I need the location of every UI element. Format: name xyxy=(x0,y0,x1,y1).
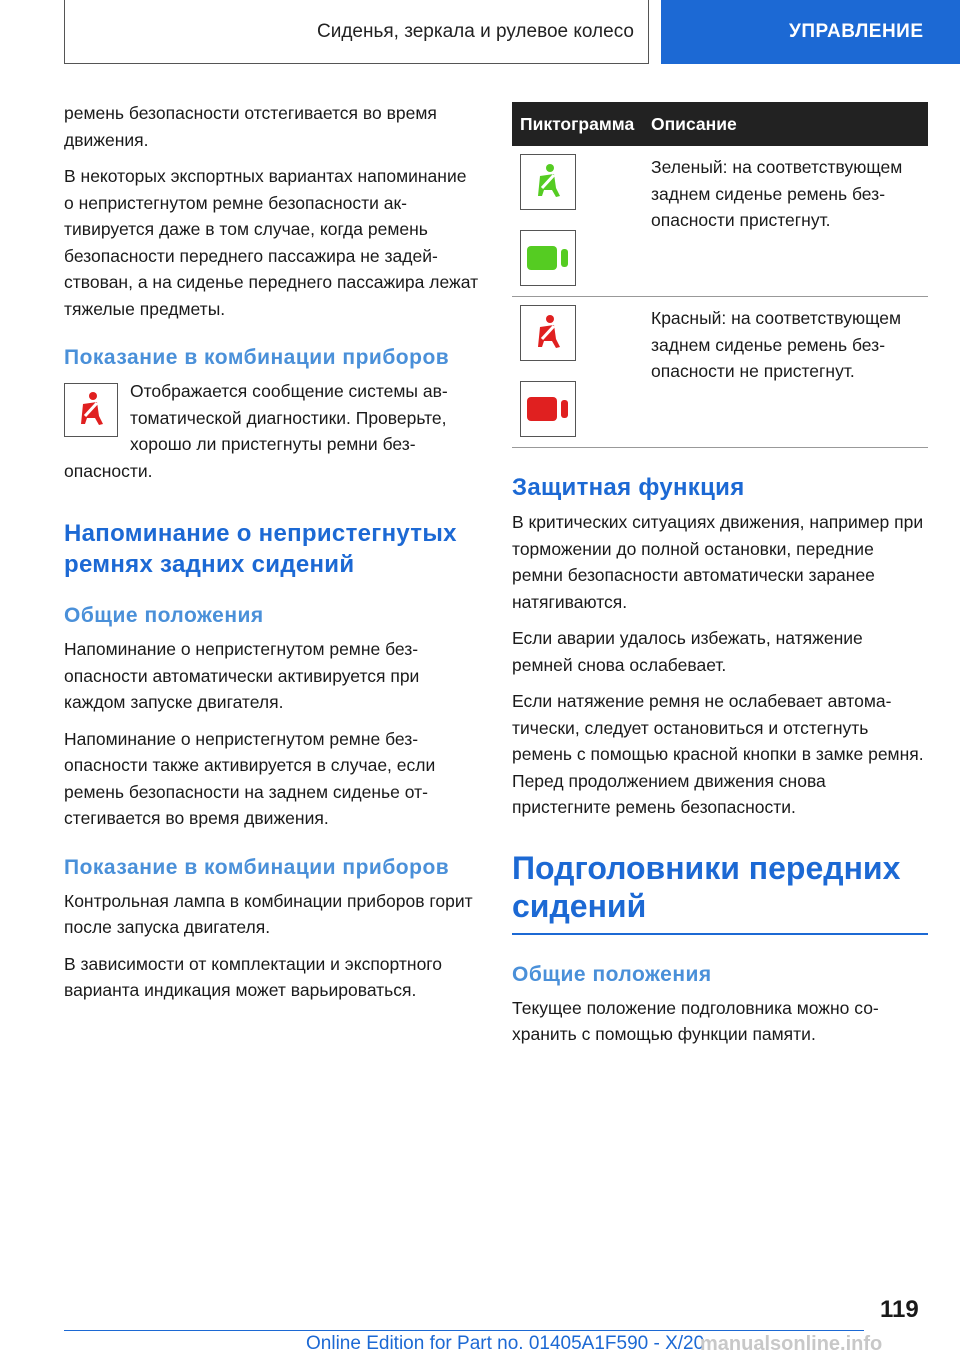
subheading: Общие положения xyxy=(512,962,712,986)
section-title: Сиденья, зеркала и рулевое колесо xyxy=(317,20,634,42)
seatbelt-green-icon xyxy=(520,154,576,210)
watermark: manualsonline.info xyxy=(700,1333,883,1355)
footer-rule xyxy=(64,1330,864,1331)
section-heading: Защитная функция xyxy=(512,474,745,501)
paragraph: Если натяжение ремня не ослабевает автоматически, следует остановиться и отстегнуть ремень с помощью красной кнопки в замке ремня. Перед продолжением движения снова пристегните ремень безопасности. xyxy=(512,691,924,817)
chapter-heading: Подголовники передних сидений xyxy=(512,849,928,935)
subheading: Показание в комбинации приборов xyxy=(64,855,450,879)
paragraph: В зависимости от комплектации и экспортного варианта индикация может варьироваться. xyxy=(64,953,443,1000)
chapter-tab[interactable] xyxy=(661,0,960,64)
paragraph: Если аварии удалось избежать, натяжение ремней снова ослабевает. xyxy=(512,628,863,675)
paragraph: Текущее положение подголовника можно сохранить с помощью функции памяти. xyxy=(512,997,879,1044)
right-column xyxy=(512,102,928,1058)
paragraph: ремень безопасности отстегивается во время движения. xyxy=(64,103,437,150)
table-cell-description: Зеленый: на соответствующем заднем сиденье ремень безопасности пристегнут. xyxy=(643,146,928,297)
page-number: 119 xyxy=(880,1296,919,1323)
left-column xyxy=(64,100,480,1014)
seatbelt-red-icon xyxy=(520,305,576,361)
seat-red-indicator-icon xyxy=(520,381,576,437)
paragraph: Напоминание о непристегнутом ремне безопасности автоматически активируется при каждом запуске двигателя. xyxy=(64,639,420,712)
table-header-description: Описание xyxy=(643,102,928,146)
subheading: Общие положения xyxy=(64,604,264,627)
seat-green-indicator-icon xyxy=(520,230,576,286)
paragraph: Отображается сообщение системы автоматической диагностики. Проверьте, хорошо ли пристегнуты ремни безопасности. xyxy=(64,381,448,481)
paragraph: В некоторых экспортных вариантах напоминание о непристегнутом ремне безопасности активируется даже в том случае, когда ремень безопасности переднего пассажира не задействован, а на сиденье переднего пассажира лежат тяжелые предметы. xyxy=(64,166,479,319)
section-heading: Напоминание о непристегнутых ремнях задних сидений xyxy=(64,520,457,578)
paragraph: Контрольная лампа в комбинации приборов горит после запуска двигателя. xyxy=(64,890,473,937)
table-header-pictogram: Пиктограмма xyxy=(512,102,643,146)
icon-paragraph xyxy=(64,378,480,494)
paragraph: Напоминание о непристегнутом ремне безопасности также активируется в случае, если ремень безопасности на заднем сиденье отстегивается во время движения. xyxy=(64,728,436,828)
subheading: Показание в комбинации приборов xyxy=(64,346,450,369)
paragraph: В критических ситуациях движения, например при торможении до полной остановки, передние ремни безопасности автоматически заранее натягиваются. xyxy=(512,512,924,612)
pictogram-table xyxy=(512,102,928,448)
chapter-tab-label: УПРАВЛЕНИЕ xyxy=(789,21,924,42)
seatbelt-warning-icon xyxy=(64,383,118,437)
table-cell-description: Красный: на соответствующем заднем сиденье ремень безопасности не пристегнут. xyxy=(643,297,928,448)
running-header xyxy=(64,0,649,64)
table-row xyxy=(512,146,928,297)
table-row xyxy=(512,297,928,448)
edition-link[interactable]: Online Edition for Part no. 01405A1F590 - X/20 xyxy=(306,1333,705,1354)
